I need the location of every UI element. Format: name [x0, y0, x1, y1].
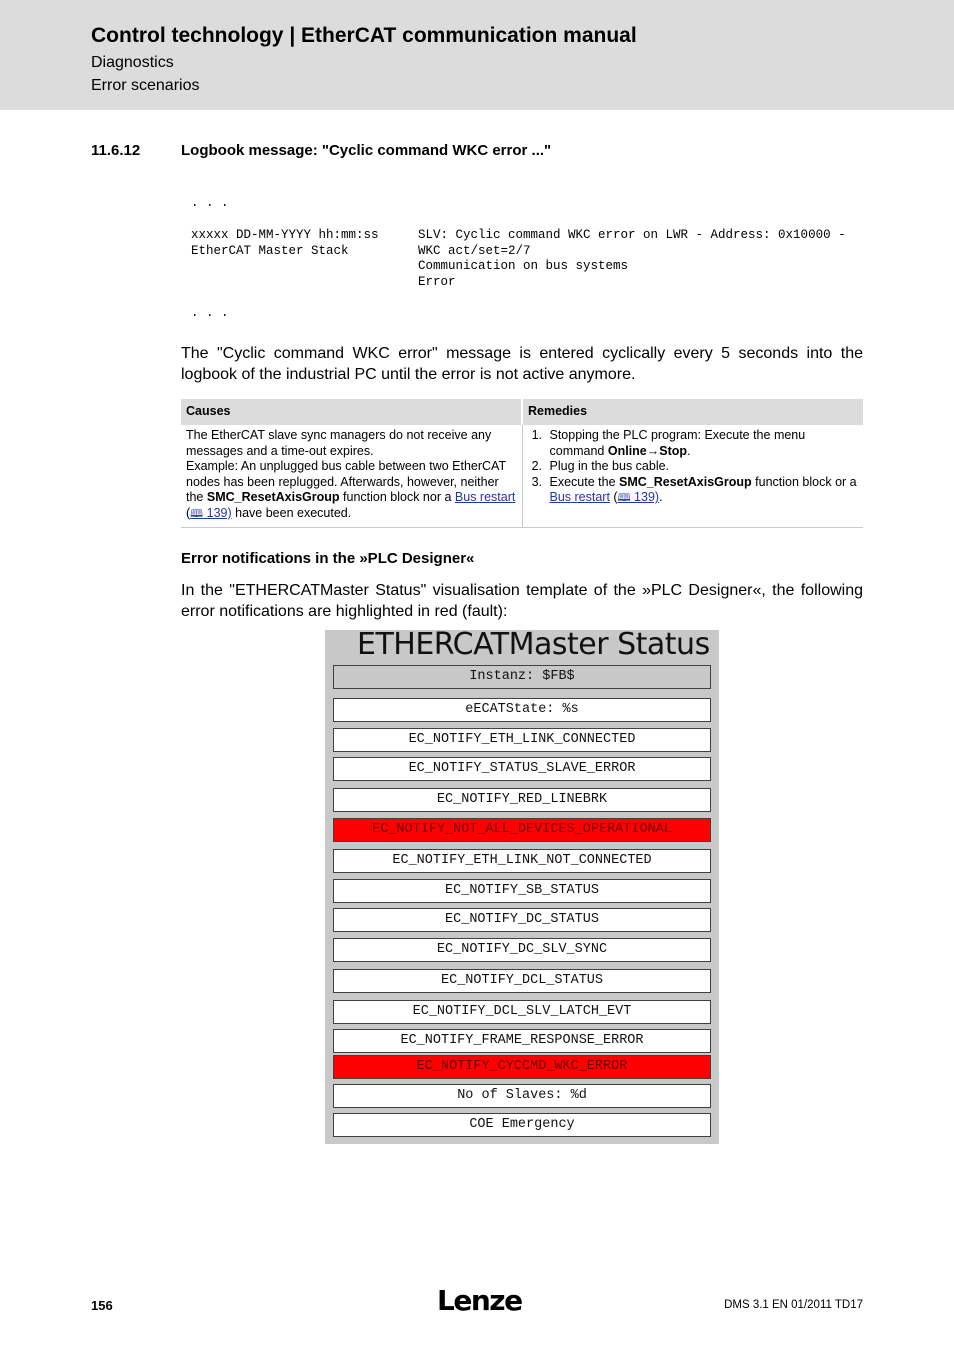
log-timestamp: xxxxx DD-MM-YYYY hh:mm:ss [191, 228, 379, 242]
chapter-name: Diagnostics [91, 54, 174, 71]
remedies-cell [522, 425, 863, 527]
manual-title: Control technology | EtherCAT communication manual [91, 24, 637, 47]
status-field: EC_NOTIFY_DCL_SLV_LATCH_EVT [333, 1000, 711, 1024]
cause-text: The EtherCAT slave sync managers do not receive any messages and a time-out expires. [186, 428, 492, 458]
subsection-heading: Error notifications in the »PLC Designer« [181, 550, 475, 567]
table-header-remedies: Remedies [522, 399, 863, 425]
status-field: EC_NOTIFY_RED_LINEBRK [333, 788, 711, 812]
status-field-fault: EC_NOTIFY_CYCCMD_WKC_ERROR [333, 1055, 711, 1079]
log-message-line: WKC act/set=2/7 [418, 243, 531, 258]
status-field-fault: EC_NOTIFY_NOT_ALL_DEVICES_OPERATIONAL [333, 818, 711, 842]
book-icon: 🕮 [617, 492, 631, 505]
status-field: EC_NOTIFY_FRAME_RESPONSE_ERROR [333, 1029, 711, 1053]
description-paragraph: The "Cyclic command WKC error" message is entered cyclically every 5 seconds into the logbook of the industrial PC until the error is not active anymore. [181, 345, 863, 383]
status-field: EC_NOTIFY_SB_STATUS [333, 879, 711, 903]
page-reference-link[interactable]: 🕮 139) [190, 505, 232, 520]
log-ellipsis-top: . . . [191, 196, 229, 210]
lenze-logo: Lenze [437, 1284, 522, 1317]
list-item: 1. Stopping the PLC program: Execute the menu command Online→Stop. [546, 428, 859, 459]
book-icon: 🕮 [190, 507, 204, 520]
log-ellipsis-bottom: . . . [191, 306, 229, 320]
list-item: 3. Execute the SMC_ResetAxisGroup function block or a Bus restart (🕮 139). [546, 475, 859, 507]
causes-remedies-table [181, 399, 863, 528]
page-number: 156 [91, 1298, 113, 1313]
notification-paragraph: In the "ETHERCATMaster Status" visualisation template of the »PLC Designer«, the following error notifications are highlighted in red (fault): [181, 582, 863, 620]
log-origin: EtherCAT Master Stack [191, 243, 349, 258]
log-message-line: SLV: Cyclic command WKC error on LWR - Address: 0x10000 - [418, 228, 846, 242]
document-reference: DMS 3.1 EN 01/2011 TD17 [724, 1299, 863, 1311]
arrow-icon: → [646, 443, 660, 458]
page-header [0, 0, 954, 110]
page-reference-link[interactable]: 🕮 139) [617, 490, 660, 505]
panel-title: ETHERCATMaster Status [357, 627, 710, 662]
table-header-causes: Causes [181, 399, 522, 425]
log-message [418, 228, 858, 290]
log-message-line: Communication on bus systems [418, 259, 629, 273]
ethercat-master-status-panel [325, 627, 719, 1144]
status-field: No of Slaves: %d [333, 1084, 711, 1108]
section-number: 11.6.12 [91, 142, 141, 159]
log-source [191, 228, 379, 259]
cause-example: Example: An unplugged bus cable between two EtherCAT nodes has been replugged. Afterwards, however, neither the SMC_ResetAxisGroup function block nor a Bus restart (🕮 139) have been executed. [186, 459, 516, 520]
status-field: EC_NOTIFY_ETH_LINK_CONNECTED [333, 728, 711, 752]
log-message-line: Error [418, 274, 456, 289]
bus-restart-link[interactable]: Bus restart [454, 490, 516, 505]
status-field: EC_NOTIFY_DC_STATUS [333, 908, 711, 932]
function-block-name: SMC_ResetAxisGroup [206, 490, 340, 505]
status-field: EC_NOTIFY_DC_SLV_SYNC [333, 938, 711, 962]
status-field: COE Emergency [333, 1113, 711, 1137]
instance-field: Instanz: $FB$ [333, 665, 711, 689]
remedies-list [528, 428, 859, 507]
table-row [181, 425, 863, 527]
section-name: Error scenarios [91, 77, 200, 94]
list-item: 2. Plug in the bus cable. [546, 459, 859, 475]
status-field: eECATState: %s [333, 698, 711, 722]
bus-restart-link[interactable]: Bus restart [549, 490, 610, 505]
status-field: EC_NOTIFY_STATUS_SLAVE_ERROR [333, 757, 711, 781]
causes-cell [181, 425, 522, 527]
status-field: EC_NOTIFY_ETH_LINK_NOT_CONNECTED [333, 849, 711, 873]
function-block-name: SMC_ResetAxisGroup [619, 474, 752, 489]
status-field: EC_NOTIFY_DCL_STATUS [333, 969, 711, 993]
section-title: Logbook message: "Cyclic command WKC error ..." [181, 142, 552, 159]
